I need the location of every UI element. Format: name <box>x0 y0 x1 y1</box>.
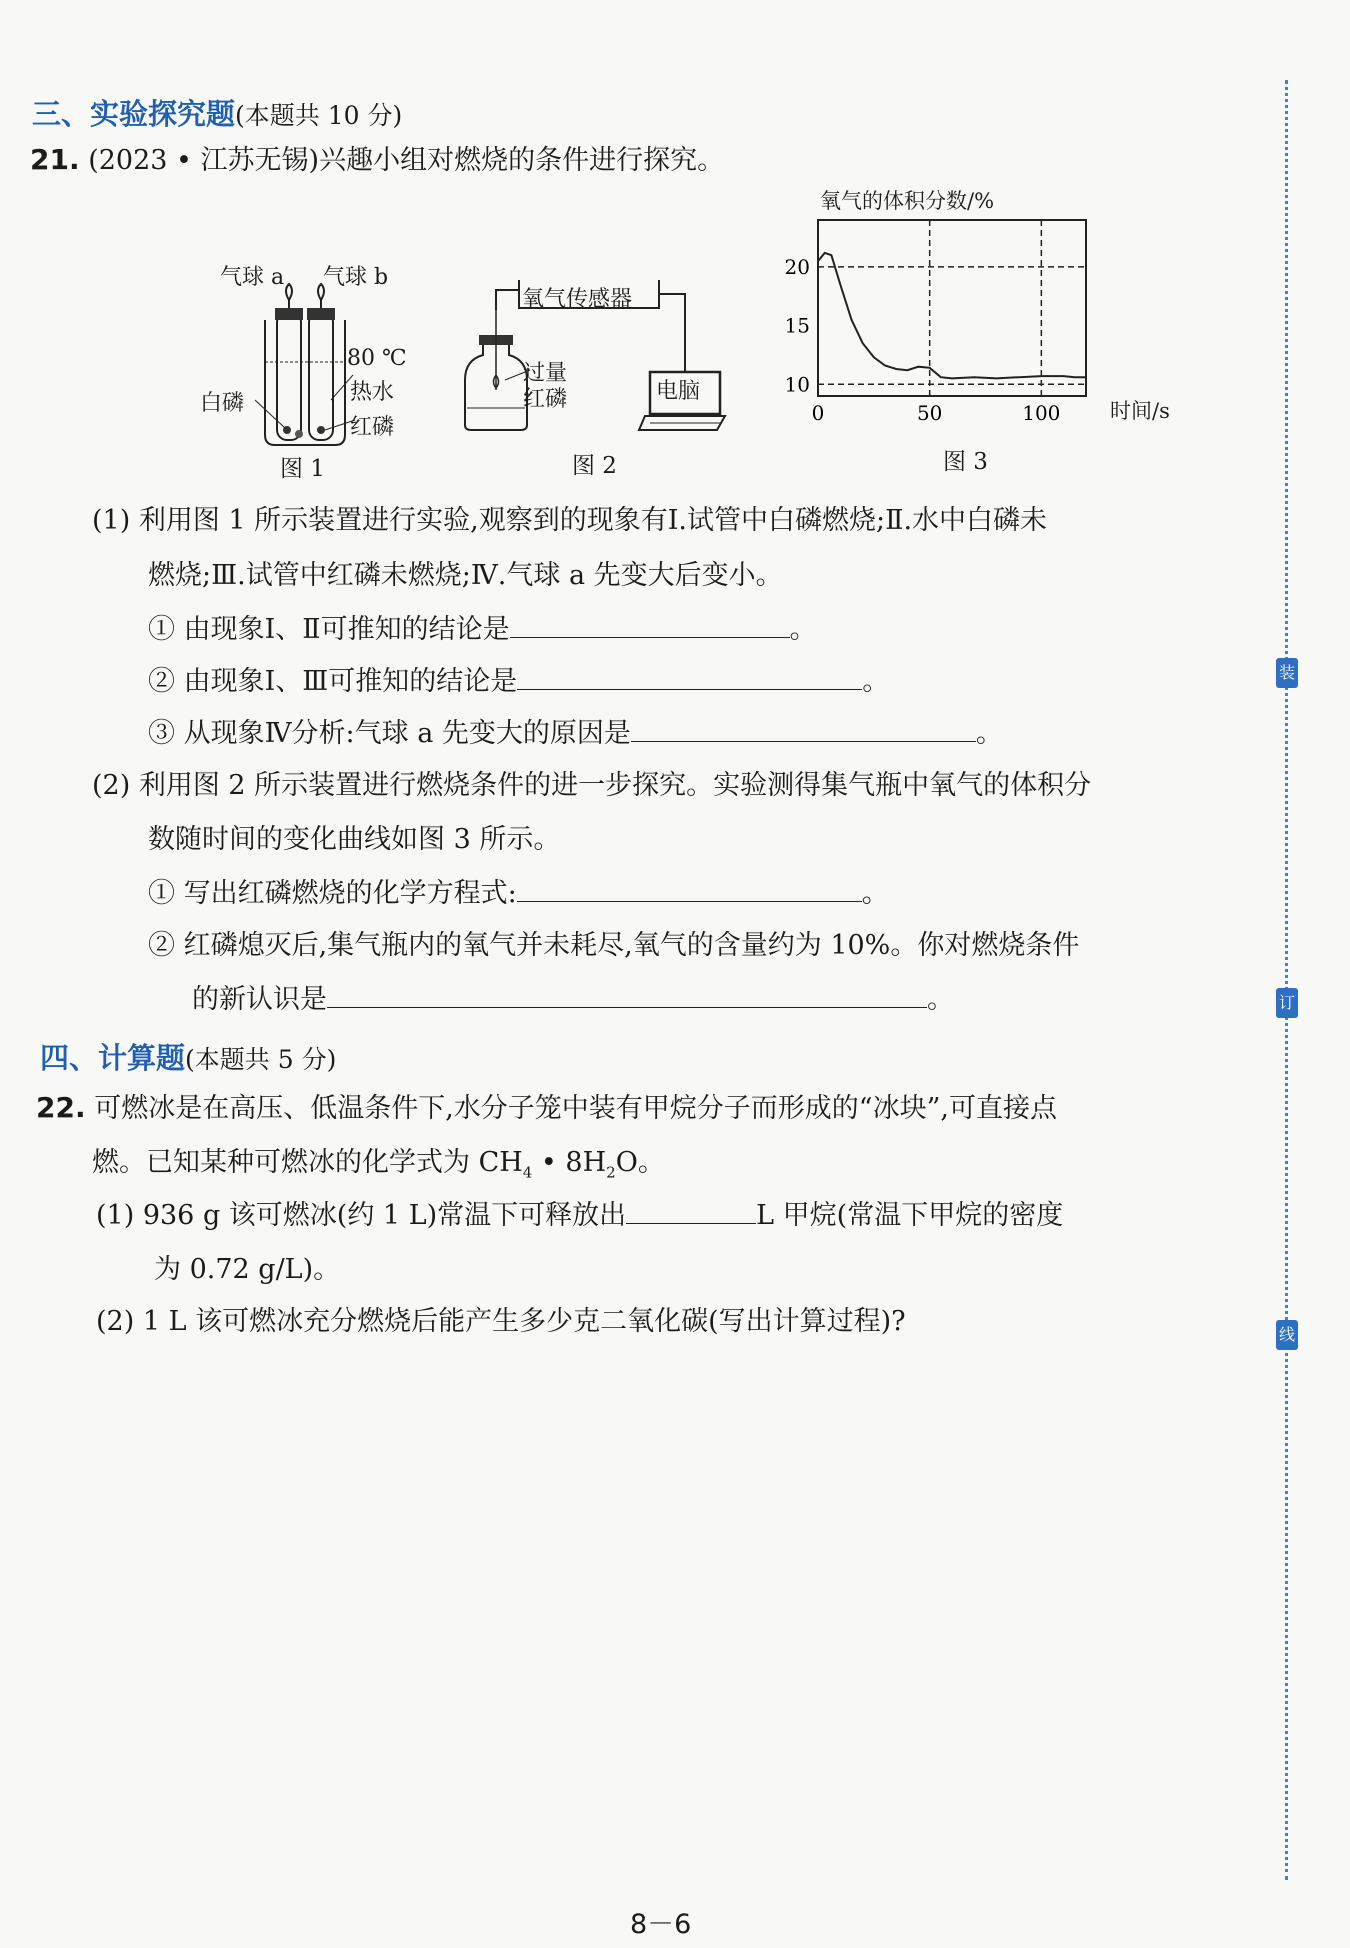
q22-p1-line1 <box>96 1198 1063 1234</box>
section-3-heading <box>32 92 402 133</box>
chart-y-tick-label: 20 <box>784 254 810 279</box>
q22-p1-line2: 为 0.72 g/L)。 <box>154 1254 341 1285</box>
q21-p1-line1: (1) 利用图 1 所示装置进行实验,观察到的现象有Ⅰ.试管中白磷燃烧;Ⅱ.水中白磷未 <box>92 505 1048 536</box>
chart-y-tick-label: 15 <box>784 313 810 338</box>
q21-p2-a-line <box>148 876 889 912</box>
q21-stem-line <box>30 142 724 179</box>
q21-p1-line2: 燃烧;Ⅲ.试管中红磷未燃烧;Ⅳ.气球 a 先变大后变小。 <box>148 560 783 591</box>
binding-dotted-line <box>1285 80 1288 1880</box>
q21-p1-c-text: ③ 从现象Ⅳ分析:气球 a 先变大的原因是 <box>148 718 631 749</box>
q21-p1-b-text: ② 由现象Ⅰ、Ⅲ可推知的结论是 <box>148 666 518 697</box>
q21-p2-line2: 数随时间的变化曲线如图 3 所示。 <box>148 824 561 855</box>
q22-p1-blank[interactable] <box>626 1201 756 1224</box>
period: 。 <box>862 666 890 697</box>
binding-mark-xian: 线 <box>1276 1320 1298 1350</box>
fig3-caption: 图 3 <box>943 449 988 475</box>
fig1-red-p-label: 红磷 <box>350 415 395 440</box>
section-3-title: 三、实验探究题 <box>32 97 236 131</box>
fig1-white-p-label: 白磷 <box>200 391 245 416</box>
binding-mark-ding: 订 <box>1276 988 1298 1018</box>
q21-p1-b-line <box>148 664 889 700</box>
q21-p2-line1: (2) 利用图 2 所示装置进行燃烧条件的进一步探究。实验测得集气瓶中氧气的体积分 <box>92 770 1092 801</box>
page-number: 8－6 <box>630 1909 692 1940</box>
q21-p2-b-line1: ② 红磷熄灭后,集气瓶内的氧气并未耗尽,氧气的含量约为 10%。你对燃烧条件 <box>148 930 1080 961</box>
q21-p2-b-text: 的新认识是 <box>192 984 327 1015</box>
section-4-title: 四、计算题 <box>40 1041 186 1075</box>
q21-stem: (2023 • 江苏无锡)兴趣小组对燃烧的条件进行探究。 <box>88 145 725 176</box>
fig2-caption: 图 2 <box>572 453 617 479</box>
chart-frame <box>818 220 1086 396</box>
chart-xlabel: 时间/s <box>1110 399 1170 423</box>
q21-p2-a-blank[interactable] <box>517 879 862 902</box>
q22-p2-line: (2) 1 L 该可燃冰充分燃烧后能产生多少克二氧化碳(写出计算过程)? <box>96 1306 906 1337</box>
q21-p1-a-text: ① 由现象Ⅰ、Ⅱ可推知的结论是 <box>148 614 510 645</box>
q22-number: 22. <box>36 1091 86 1124</box>
chart-title: 氧气的体积分数/% <box>820 189 995 213</box>
q22-stem-line2 <box>92 1145 665 1190</box>
fig1-hot-water-label: 热水 <box>350 380 395 405</box>
q21-p2-b-blank[interactable] <box>327 985 927 1008</box>
section-4-heading <box>40 1036 336 1077</box>
q21-p1-b-blank[interactable] <box>517 667 862 690</box>
q21-p1-a-blank[interactable] <box>510 615 790 638</box>
period: 。 <box>861 878 889 909</box>
q21-p2-b-line2 <box>192 982 954 1018</box>
q21-number: 21. <box>30 143 80 176</box>
chart-y-tick-label: 10 <box>784 372 810 397</box>
q22-p1a: (1) 936 g 该可燃冰(约 1 L)常温下可释放出 <box>96 1200 627 1231</box>
figure-3-chart <box>770 188 1170 448</box>
fig1-balloon-a-label: 气球 a <box>220 265 285 290</box>
q22-stem-line1 <box>36 1090 1057 1127</box>
fig1-balloon-b-label: 气球 b <box>323 265 389 290</box>
fig2-sensor-label: 氧气传感器 <box>522 287 633 312</box>
chart-series-line <box>818 253 1086 379</box>
q22-p1b: L 甲烷(常温下甲烷的密度 <box>756 1200 1064 1231</box>
period: 。 <box>975 718 1003 749</box>
q22-stem1: 可燃冰是在高压、低温条件下,水分子笼中装有甲烷分子而形成的“冰块”,可直接点 <box>94 1093 1057 1124</box>
section-4-sub: (本题共 5 分) <box>185 1045 337 1074</box>
binding-mark-zhuang: 装 <box>1276 658 1298 688</box>
q22-stem2c: O。 <box>615 1147 665 1178</box>
chart-x-tick-label: 0 <box>811 401 825 425</box>
q22-sub2: 2 <box>606 1163 616 1182</box>
fig2-computer-label: 电脑 <box>656 379 701 404</box>
q22-sub4: 4 <box>522 1163 533 1182</box>
q21-p1-c-blank[interactable] <box>631 719 976 742</box>
q21-p2-a-text: ① 写出红磷燃烧的化学方程式: <box>148 878 517 909</box>
period: 。 <box>927 984 954 1015</box>
q22-stem2a: 燃。已知某种可燃冰的化学式为 CH <box>92 1147 523 1178</box>
q21-p1-a-line <box>148 612 817 648</box>
section-3-sub: (本题共 10 分) <box>235 101 403 130</box>
q22-stem2b: • 8H <box>532 1147 607 1178</box>
fig1-temp-label: 80 ℃ <box>347 346 407 371</box>
fig1-caption: 图 1 <box>280 456 325 482</box>
fig2-red-p-label: 红磷 <box>523 387 568 412</box>
period: 。 <box>789 614 817 645</box>
chart-x-tick-label: 100 <box>1022 401 1061 425</box>
chart-x-tick-label: 50 <box>916 401 943 425</box>
q21-p1-c-line <box>148 716 1003 752</box>
fig2-excess-label: 过量 <box>523 361 568 386</box>
